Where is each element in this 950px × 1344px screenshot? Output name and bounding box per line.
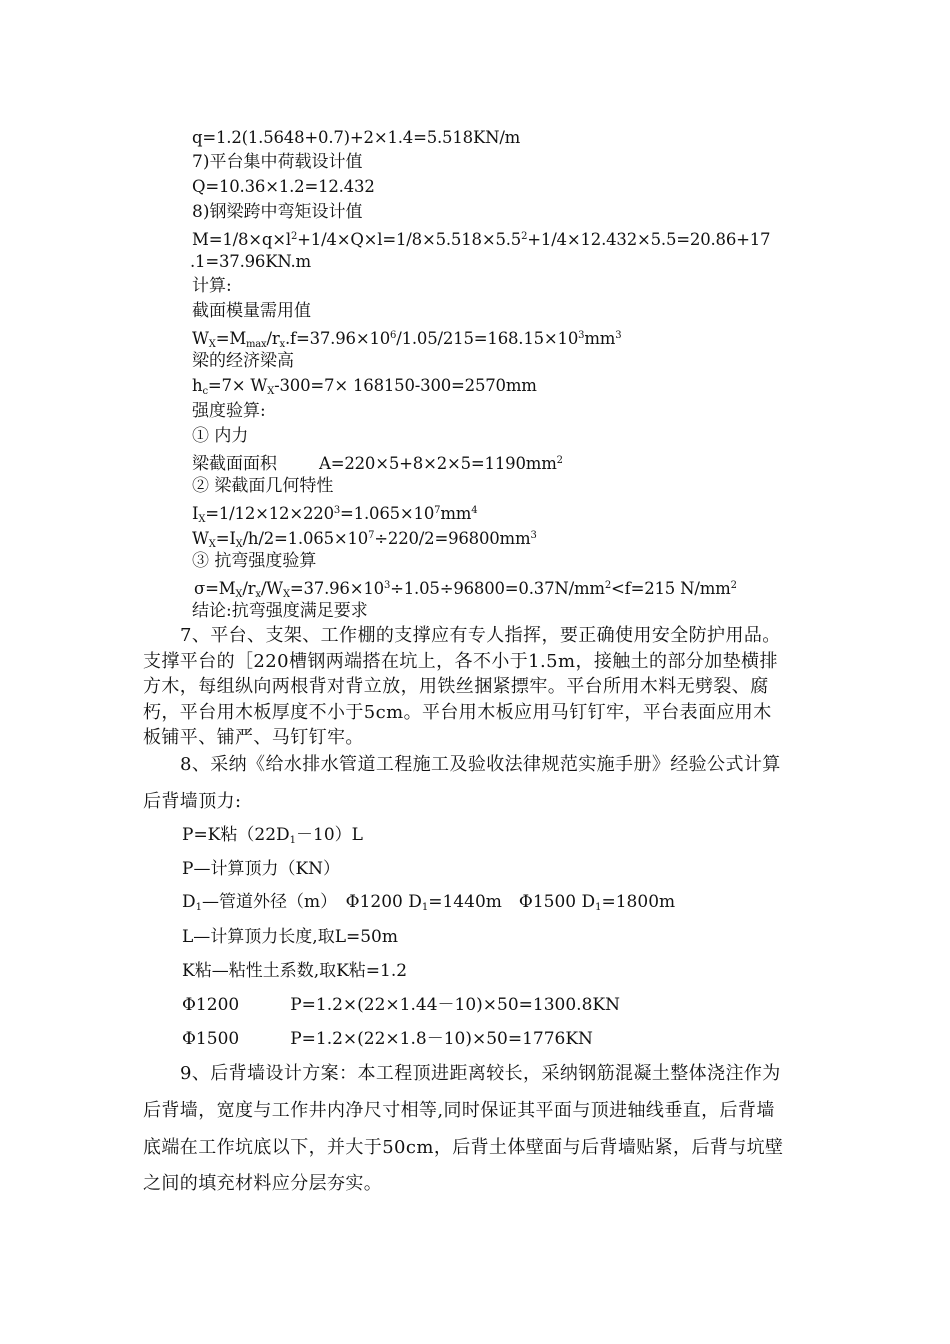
thrust-def-D: $D_1—$管道外径（m） Φ1200 $D_1=1440m$ Φ1500 $D_1=1800m$ [182, 892, 676, 913]
beam-height-label: 梁的经济梁高 [192, 351, 294, 371]
para8-line2: 后背墙顶力: [143, 791, 242, 812]
q-formula: q=1.2(1.5648+0.7)+2×1.4=5.518KN/m [192, 128, 521, 147]
thrust-def-P: P—计算顶力（KN） [182, 859, 341, 879]
para9-line2: 后背墙，宽度与工作井内净尺寸相等,同时保证其平面与顶进轴线垂直，后背墙 [143, 1100, 775, 1121]
para9-line1: 9、后背墙设计方案：本工程顶进距离较长，采纳钢筋混凝土整体浇注作为 [180, 1063, 781, 1084]
stress-formula: $\sigma=M_X/r_x/W_X=37.96\times 10^3\div 1.05\div 96800=0.37N/mm^2<f=215$ $N/mm^2$ [194, 579, 737, 600]
beam-height-formula: $h_c=7\times W_X-300=7\times 168150-300=2570mm$ [192, 376, 537, 397]
area-line [192, 449, 563, 476]
para8-line1: 8、采纳《给水排水管道工程施工及验收法律规范实施手册》经验公式计算 [180, 754, 781, 775]
item7-heading: 7)平台集中荷载设计值 [192, 152, 363, 172]
para9-line3: 底端在工作坑底以下，并大于50cm，后背土体壁面与后背墙贴紧，后背与坑壁 [143, 1137, 784, 1158]
moment-formula-continued: .1=37.96KN.m [190, 252, 312, 271]
item8-heading: 8)钢梁跨中弯矩设计值 [192, 202, 363, 222]
thrust-result-1500: Φ1500 P=1.2×(22×1.8－10)×50=1776KN [182, 1029, 593, 1049]
para7-line5: 板铺平、铺严、马钉钉牢。 [143, 727, 364, 748]
section-modulus-formula: $W_X=M_{max}/r_x.f=37.96\times 10^6/1.05/215=168.15\times 10^3mm^3$ [192, 329, 622, 350]
section-modulus-label: 截面模量需用值 [192, 301, 311, 321]
area-label: 梁截面面积 [192, 454, 277, 474]
para7-line1: 7、平台、支架、工作棚的支撑应有专人指挥，要正确使用安全防护用品。 [180, 625, 781, 646]
modulus-formula: $W_X=I_X/h/2=1.065\times 10^7\div 220/2=96800mm^3$ [192, 529, 537, 550]
thrust-def-L: L—计算顶力长度,取L=50m [182, 927, 398, 947]
geometry-label: ② 梁截面几何特性 [192, 476, 334, 496]
thrust-result-1200: Φ1200 P=1.2×(22×1.44－10)×50=1300.8KN [182, 995, 620, 1015]
bending-label: ③ 抗弯强度验算 [192, 551, 317, 571]
para7-line4: 朽，平台用木板厚度不小于5cm。平台用木板应用马钉钉牢，平台表面应用木 [143, 702, 772, 723]
thrust-formula: P=K粘$(22D_1-10)L$ [182, 825, 363, 846]
calculation-label: 计算: [192, 276, 232, 296]
moment-formula: $M=1/8\times q\times l^2+1/4\times Q\times l=1/8\times 5.518\times 5.5^2+1/4\times 12.432\times 5.5=20.86+17$ [192, 230, 771, 249]
para7-line2: 支撑平台的［220槽钢两端搭在坑上，各不小于1.5m，接触土的部分加垫横排 [143, 651, 778, 672]
inertia-formula: $I_X=1/12\times 12\times 220^3=1.065\times 10^7mm^4$ [192, 504, 478, 525]
conclusion: 结论:抗弯强度满足要求 [192, 601, 368, 621]
strength-check-label: 强度验算: [192, 401, 266, 421]
thrust-def-K: K粘—粘性土系数,取K粘=1.2 [182, 961, 408, 981]
inner-force-label: ① 内力 [192, 426, 249, 446]
area-formula: $A=220\times 5+8\times 2\times 5=1190mm^2$ [319, 454, 563, 473]
Q-formula: Q=10.36×1.2=12.432 [192, 177, 375, 196]
para9-line4: 之间的填充材料应分层夯实。 [143, 1173, 383, 1194]
para7-line3: 方木，每组纵向两根背对背立放，用铁丝捆紧摽牢。平台所用木料无劈裂、腐 [143, 676, 769, 697]
